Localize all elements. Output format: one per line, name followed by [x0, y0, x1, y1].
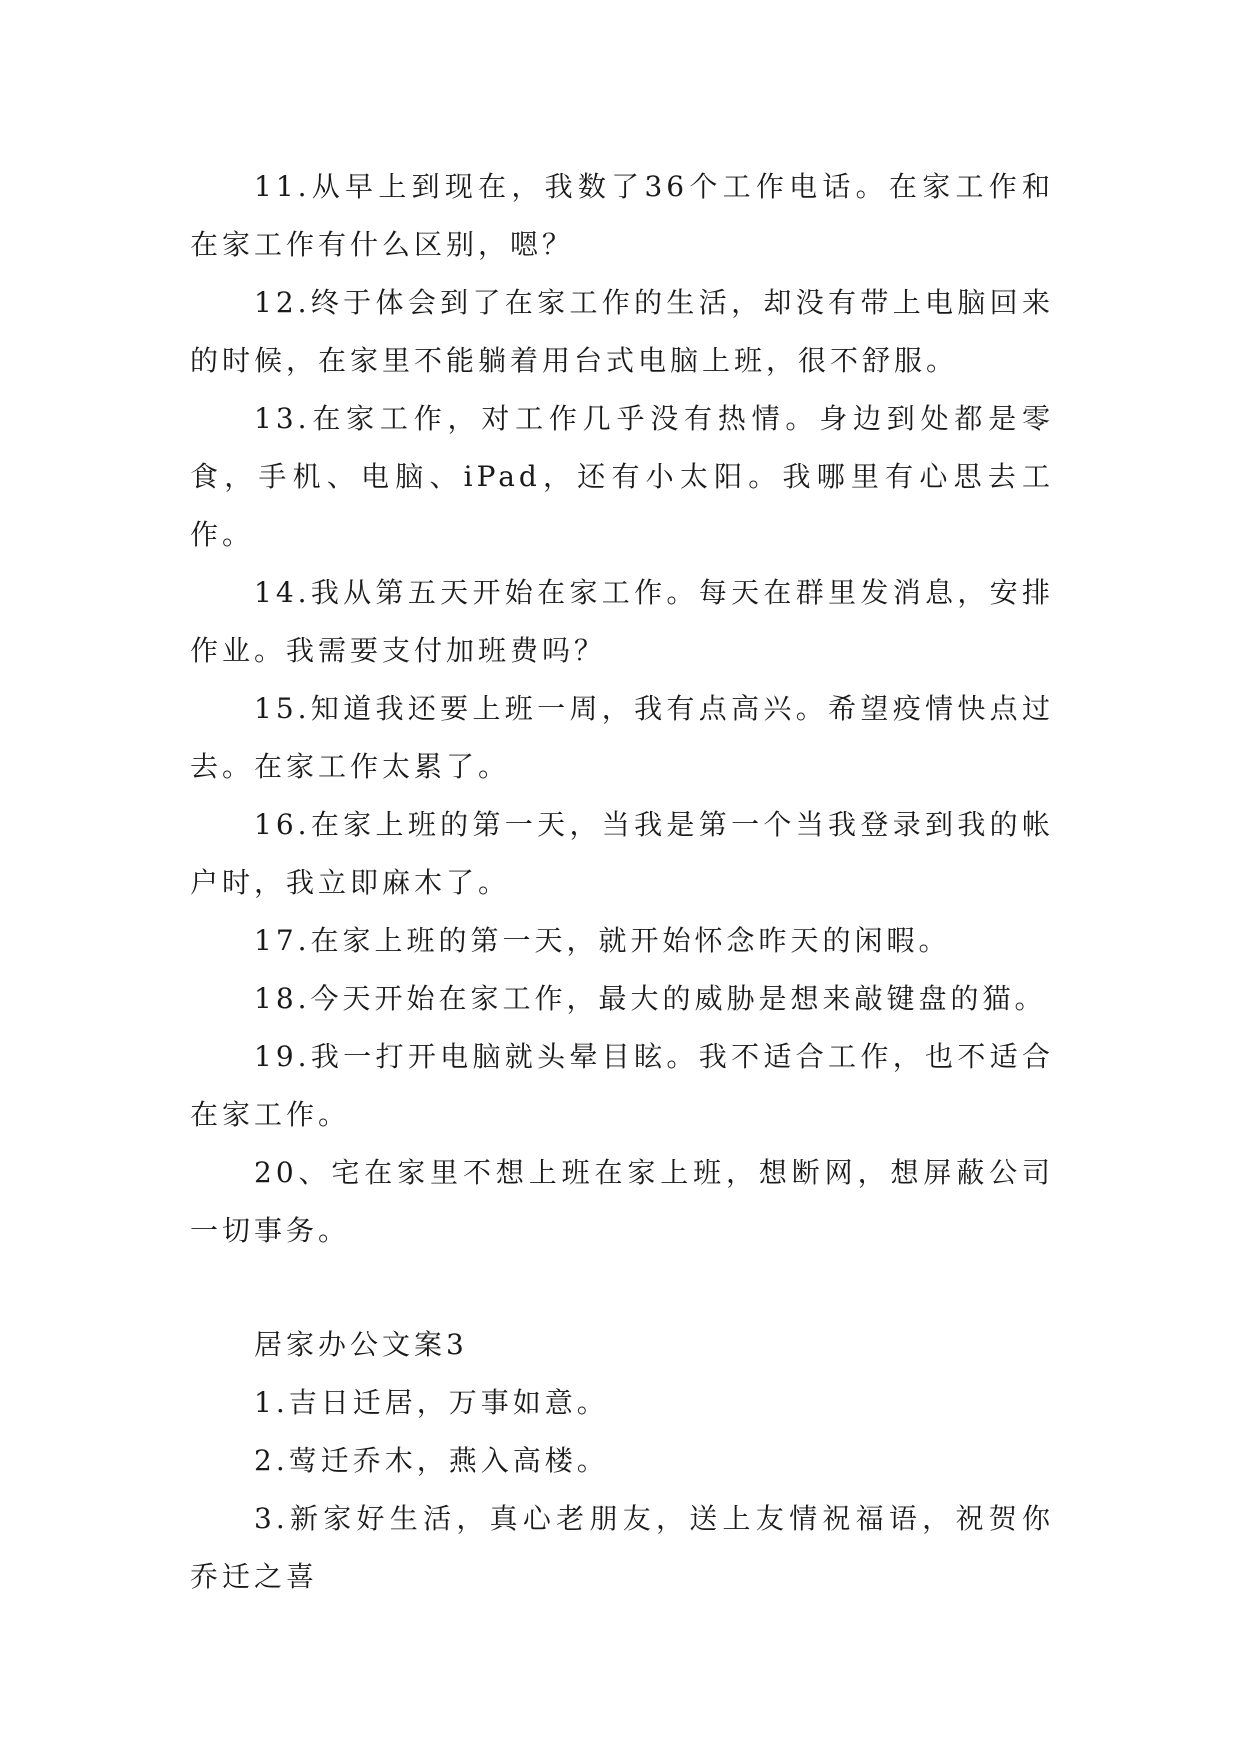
paragraph-item-20: 20、宅在家里不想上班在家上班，想断网，想屏蔽公司一切事务。	[190, 1156, 1054, 1247]
section-heading: 居家办公文案3	[254, 1328, 468, 1361]
paragraph-item-19: 19.我一打开电脑就头晕目眩。我不适合工作，也不适合在家工作。	[190, 1040, 1054, 1131]
paragraph-item-13: 13.在家工作，对工作几乎没有热情。身边到处都是零食，手机、电脑、iPad，还有小太阳。我哪里有心思去工作。	[190, 402, 1054, 551]
paragraph-item-11: 11.从早上到现在，我数了36个工作电话。在家工作和在家工作有什么区别，嗯？	[190, 170, 1054, 261]
document-body	[190, 158, 1054, 1606]
paragraph-item-3: 3.新家好生活，真心老朋友，送上友情祝福语，祝贺你乔迁之喜	[190, 1502, 1054, 1593]
paragraph-item-15: 15.知道我还要上班一周，我有点高兴。希望疫情快点过去。在家工作太累了。	[190, 692, 1054, 783]
paragraph-item-17: 17.在家上班的第一天，就开始怀念昨天的闲暇。	[254, 924, 951, 957]
section-spacer	[190, 1260, 1054, 1316]
paragraph-item-16: 16.在家上班的第一天，当我是第一个当我登录到我的帐户时，我立即麻木了。	[190, 808, 1054, 899]
paragraph-item-12: 12.终于体会到了在家工作的生活，却没有带上电脑回来的时候，在家里不能躺着用台式电脑上班，很不舒服。	[190, 286, 1054, 377]
paragraph-item-14: 14.我从第五天开始在家工作。每天在群里发消息，安排作业。我需要支付加班费吗？	[190, 576, 1054, 667]
paragraph-item-2: 2.莺迁乔木，燕入高楼。	[254, 1444, 609, 1477]
paragraph-item-18: 18.今天开始在家工作，最大的威胁是想来敲键盘的猫。	[254, 982, 1047, 1015]
paragraph-item-1: 1.吉日迁居，万事如意。	[254, 1386, 609, 1419]
